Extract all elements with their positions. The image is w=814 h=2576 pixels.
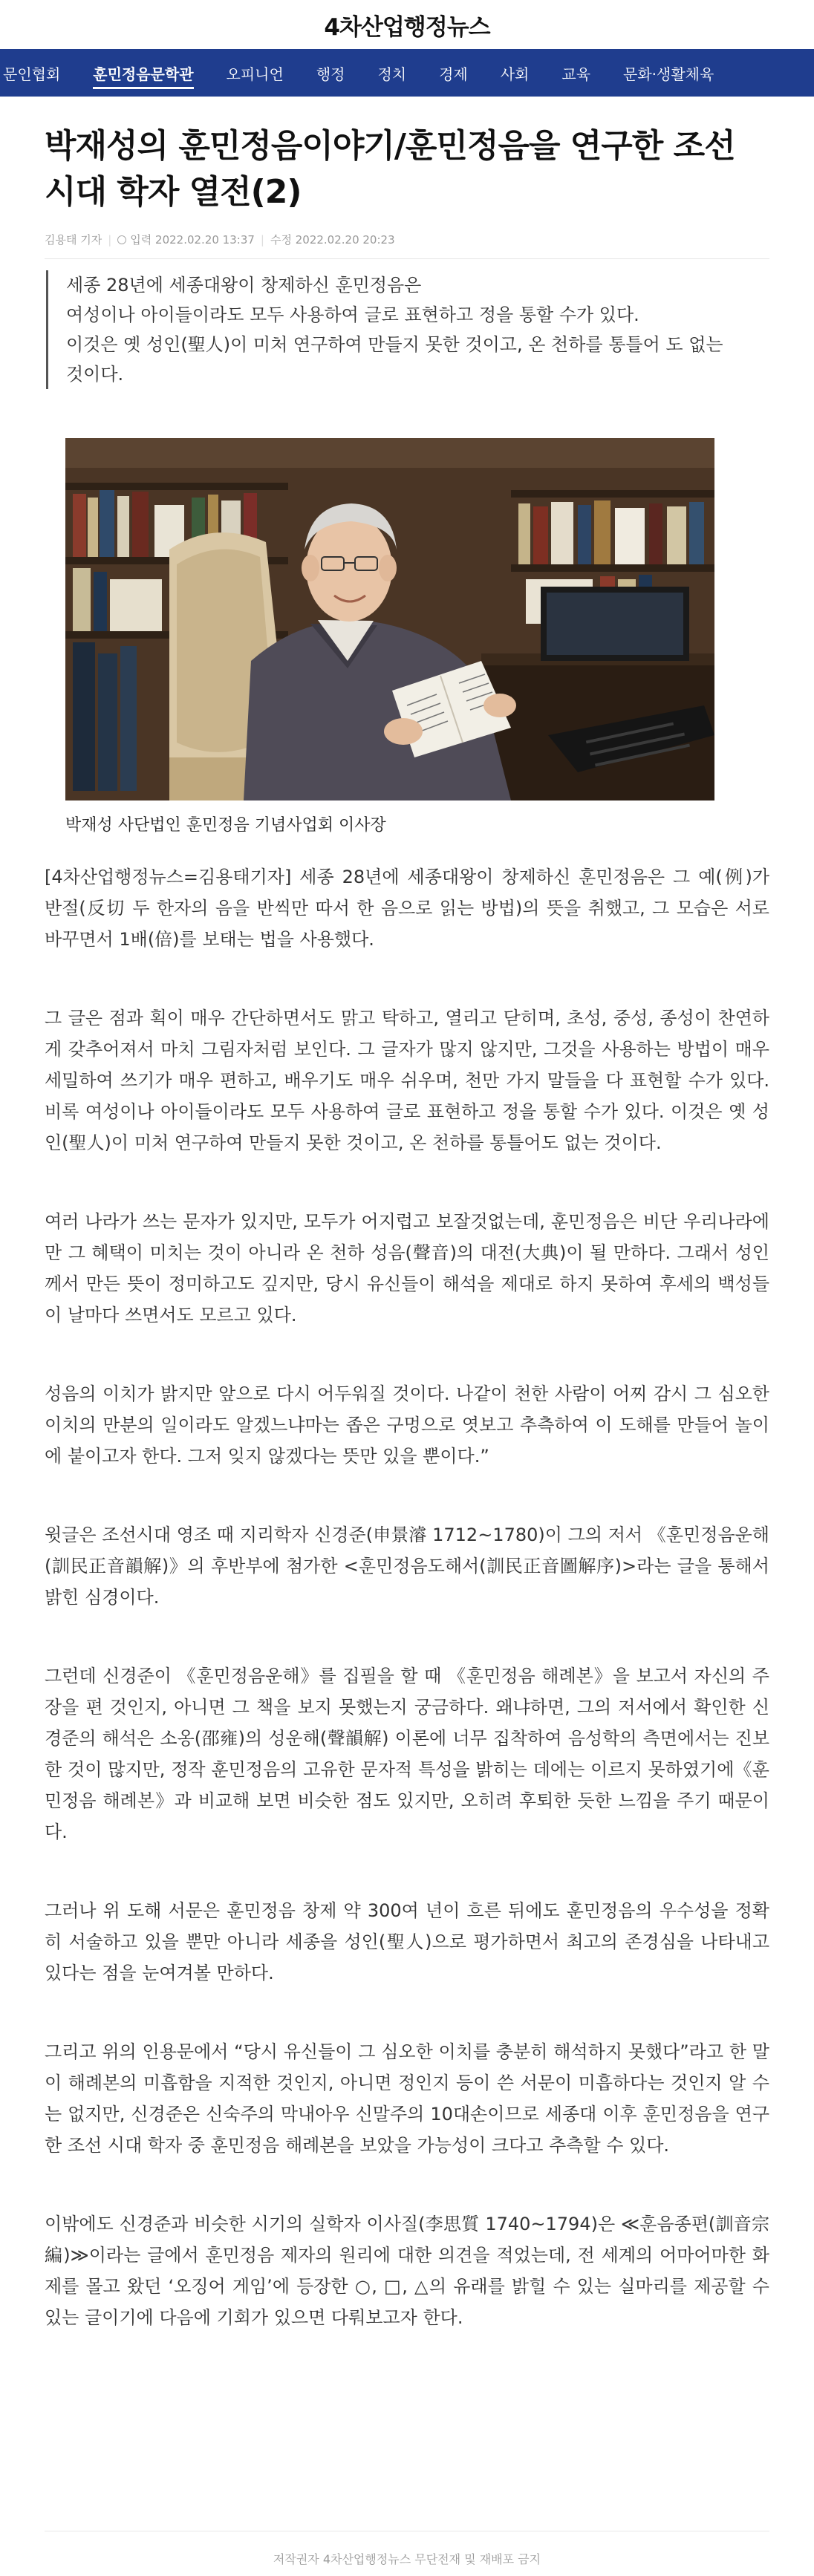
nav-item[interactable]: 정치 [377,65,407,83]
nav-item[interactable]: 문화·생활체육 [623,65,714,83]
modified-date: 수정 2022.02.20 20:23 [270,233,395,247]
nav-item[interactable]: 경제 [439,65,468,83]
article-paragraph: 여러 나라가 쓰는 문자가 있지만, 모두가 어지럽고 보잘것없는데, 훈민정음은 비단 우리나라에만 그 혜택이 미치는 것이 아니라 온 천하 성음(聲音)의 대전(大典)이 될 만하다. 그래서 성인께서 만든 뜻이 정미하고도 깊지만, 당시 유신들이 해석을 제대로 하지 못하여 후세의 백성들이 날마다 쓰면서도 모르고 있다. [45,1211,769,1326]
article-meta [45,232,395,247]
article-paragraph: 그런데 신경준이 《훈민정음운해》를 집필을 할 때 《훈민정음 해례본》을 보고서 자신의 주장을 편 것인지, 아니면 그 책을 보지 못했는지 궁금하다. 왜냐하면, 그의 저서에서 확인한 신경준의 해석은 소옹(邵雍)의 성운해(聲韻解) 이론에 너무 집착하여 음성학의 측면에서는 진보한 것이 많지만, 정작 훈민정음의 고유한 문자적 특성을 밝히는 데에는 이르지 못하였기에《훈민정음 해례본》과 비교해 보면 비슷한 점도 있지만, 오히려 후퇴한 듯한 느낌을 주기 때문이다. [45,1666,769,1842]
meta-separator: | [260,232,264,247]
office-portrait-illustration [65,438,714,800]
summary-line: 이것은 옛 성인(聖人)이 미처 연구하여 만들지 못한 것이고, 온 천하를 통틀어 도 없는 것이다. [66,334,723,385]
main-nav [0,49,814,97]
nav-item[interactable]: 훈민정음문학관 [76,49,209,97]
article-paragraph: 이밖에도 신경준과 비슷한 시기의 실학자 이사질(李思質 1740~1794)은 ≪훈음종편(訓音宗編)≫이라는 글에서 훈민정음 제자의 원리에 대한 의견을 적었는데, 전 세계의 어마어마한 화제를 몰고 왔던 ‘오징어 게임’에 등장한 ○, □, △의 유래를 밝힐 수 있는 실마리를 제공할 수 있는 글이기에 다음에 기회가 있으면 다뤄보고자 한다. [45,2214,769,2328]
nav-item[interactable]: 교육 [561,65,591,83]
photo-caption: 박재성 사단법인 훈민정음 기념사업회 이사장 [65,816,386,835]
author-name: 김용태 기자 [45,233,102,247]
nav-item[interactable]: 행정 [316,65,345,83]
article-paragraph: 성음의 이치가 밝지만 앞으로 다시 어두워질 것이다. 나같이 천한 사람이 어찌 감시 그 심오한 이치의 만분의 일이라도 알겠느냐마는 좁은 구멍으로 엿보고 추측하여 이 도해를 만들어 놀이에 붙이고자 한다. 그저 잊지 않겠다는 뜻만 있을 뿐이다.” [45,1383,769,1467]
site-logo[interactable]: 4차산업행정뉴스 [324,13,490,41]
nav-item[interactable]: 오피니언 [226,65,284,83]
masthead [0,0,814,49]
published-date: 입력 2022.02.20 13:37 [130,233,255,247]
article-paragraph: 그러나 위 도해 서문은 훈민정음 창제 약 300여 년이 흐른 뒤에도 훈민정음의 우수성을 정확히 서술하고 있을 뿐만 아니라 세종을 성인(聖人)으로 평가하면서 최고의 존경심을 나타내고 있다는 점을 눈여겨볼 만하다. [45,1900,769,1983]
article-paragraph: 윗글은 조선시대 영조 때 지리학자 신경준(申景濬 1712~1780)이 그의 저서 《훈민정음운해(訓民正音韻解)》의 후반부에 첨가한 <훈민정음도해서(訓民正音圖解序)>라는 글을 통해서 밝힌 심경이다. [45,1525,769,1608]
copyright-notice: 저작권자 4차산업행정뉴스 무단전재 및 재배포 금지 [273,2552,541,2566]
clock-icon [117,235,126,244]
article-paragraph: [4차산업행정뉴스=김용태기자] 세종 28년에 세종대왕이 창제하신 훈민정음은 그 예(例)가 반절(反切 두 한자의 음을 반씩만 따서 한 음으로 읽는 방법)의 뜻을 취했고, 그 모습은 서로 바꾸면서 1배(倍)를 보태는 법을 사용했다. [45,867,769,950]
nav-item[interactable]: 문인협회 [3,65,61,83]
article-summary [46,270,744,389]
summary-line: 여성이나 아이들이라도 모두 사용하여 글로 표현하고 정을 통할 수가 있다. [66,304,639,325]
article-title: 박재성의 훈민정음이야기/훈민정음을 연구한 조선 시대 학자 열전(2) [45,127,735,211]
divider [45,258,769,259]
meta-separator: | [108,232,112,247]
nav-item[interactable]: 사회 [500,65,530,83]
article-body [45,861,769,2381]
article-paragraph: 그리고 위의 인용문에서 “당시 유신들이 그 심오한 이치를 충분히 해석하지 못했다”라고 한 말이 해례본의 미흡함을 지적한 것인지, 아니면 정인지 등이 쓴 서문이 미흡하다는 것인지 알 수는 없지만, 신경준은 신숙주의 막내아우 신말주의 10대손이므로 세종대 이후 훈민정음을 연구한 조선 시대 학자 중 훈민정음 해례본을 보았을 가능성이 크다고 추측할 수 있다. [45,2041,769,2156]
article-photo[interactable] [65,438,714,800]
article-paragraph: 그 글은 점과 획이 매우 간단하면서도 맑고 탁하고, 열리고 닫히며, 초성, 중성, 종성이 찬연하게 갖추어져서 마치 그림자처럼 보인다. 그 글자가 많지 않지만, 그것을 사용하는 방법이 매우 세밀하여 쓰기가 매우 편하고, 배우기도 매우 쉬우며, 천만 가지 말들을 다 표현할 수가 있다. 비록 여성이나 아이들이라도 모두 사용하여 글로 표현하고 정을 통할 수가 있다. 이것은 옛 성인(聖人)이 미처 연구하여 만들지 못한 것이고, 온 천하를 통틀어도 없는 것이다. [45,1008,769,1153]
summary-line: 세종 28년에 세종대왕이 창제하신 훈민정음은 [66,275,422,296]
